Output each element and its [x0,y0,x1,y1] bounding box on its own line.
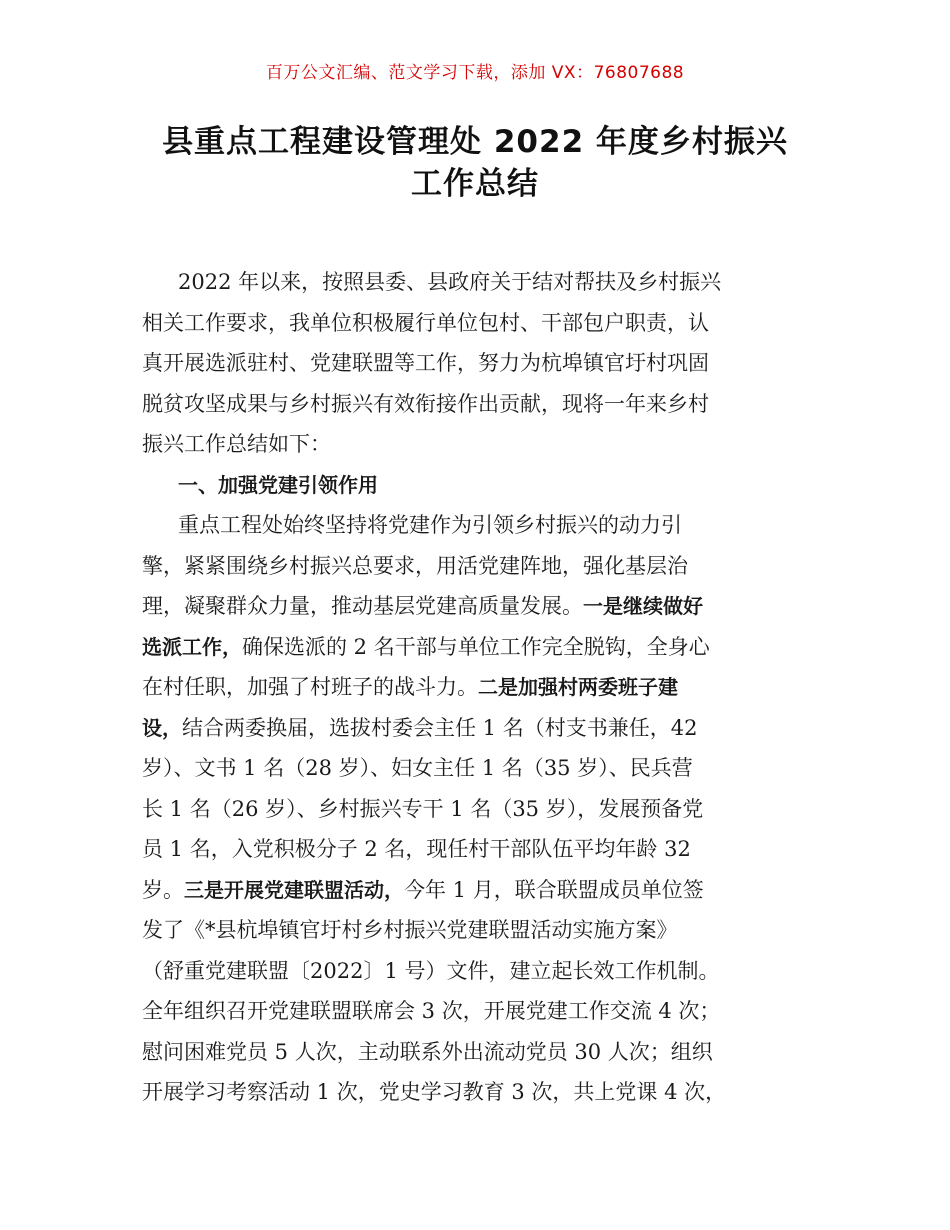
paragraph-line: （舒重党建联盟〔2022〕1 号）文件，建立起长效工作机制。 [142,958,720,983]
paragraph-line [142,708,810,749]
text-run: 理，凝聚群众力量，推动基层党建高质量发展。 [142,594,583,618]
bold-run: 三是开展党建联盟活动， [184,877,404,902]
paragraph-line [142,586,810,627]
paragraph-line: 发了《*县杭埠镇官圩村乡村振兴党建联盟活动实施方案》 [142,918,678,942]
document-title-line-2: 工作总结 [411,166,539,202]
paragraph-line [142,870,810,911]
text-run: 今年 1 月，联合联盟成员单位签 [404,877,704,902]
paragraph-line: 真开展选派驻村、党建联盟等工作，努力为杭埠镇官圩村巩固 [142,351,709,375]
paragraph-line [142,667,810,708]
text-run: 在村任职，加强了村班子的战斗力。 [142,675,478,699]
paragraph-line: 擎，紧紧围绕乡村振兴总要求，用活党建阵地，强化基层治 [142,553,688,578]
paragraph-line: 全年组织召开党建联盟联席会 3 次，开展党建工作交流 4 次； [142,999,721,1023]
text-run: 岁。 [142,877,184,902]
text-run: 结合两委换届，选拔村委会主任 1 名（村支书兼任，42 [182,715,698,740]
paragraph-line: 开展学习考察活动 1 次，党史学习教育 3 次，共上党课 4 次， [142,1080,727,1104]
paragraph-line [142,627,810,668]
paragraph-line: 脱贫攻坚成果与乡村振兴有效衔接作出贡献，现将一年来乡村 [142,391,709,416]
paragraph-line: 岁）、文书 1 名（28 岁）、妇女主任 1 名（35 岁）、民兵营 [142,756,693,780]
document-title-line-1: 县重点工程建设管理处 2022 年度乡村振兴 [162,124,788,160]
bold-run: 设， [142,715,182,740]
bold-run: 选派工作， [142,634,242,659]
bold-run: 一是继续做好 [583,594,703,618]
watermark-banner: 百万公文汇编、范文学习下载，添加 VX：76807688 [265,63,685,83]
paragraph-line: 相关工作要求，我单位积极履行单位包村、干部包户职责，认 [142,310,709,335]
paragraph-line: 慰问困难党员 5 人次，主动联系外出流动党员 30 人次；组织 [142,1039,713,1064]
document-body [142,262,810,1113]
text-run: 确保选派的 2 名干部与单位工作完全脱钩，全身心 [242,634,710,659]
paragraph-line: 重点工程处始终坚持将党建作为引领乡村振兴的动力引 [178,513,682,537]
paragraph-line: 振兴工作总结如下： [142,432,331,456]
paragraph-line: 员 1 名，入党积极分子 2 名，现任村干部队伍平均年龄 32 [142,837,691,861]
section-heading: 一、加强党建引领作用 [178,472,378,497]
paragraph-line: 2022 年以来，按照县委、县政府关于结对帮扶及乡村振兴 [178,270,722,294]
paragraph-line: 长 1 名（26 岁）、乡村振兴专干 1 名（35 岁），发展预备党 [142,796,704,821]
bold-run: 二是加强村两委班子建 [478,675,678,699]
